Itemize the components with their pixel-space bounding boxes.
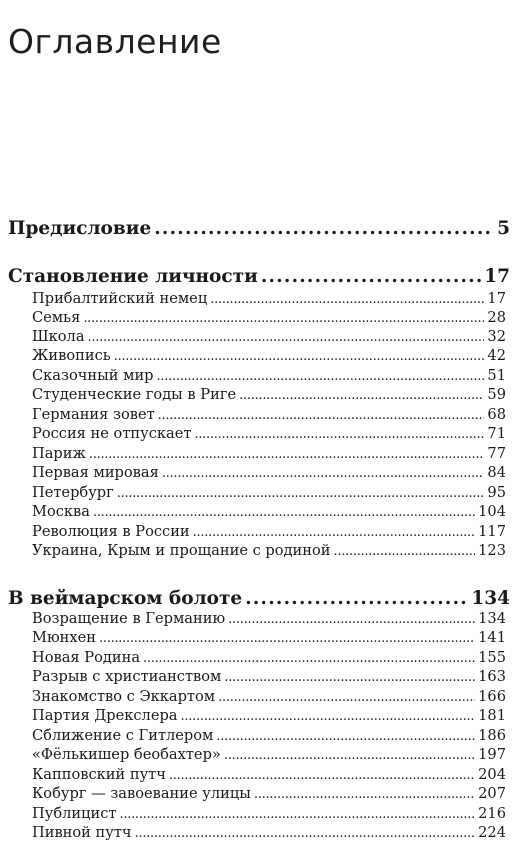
- toc-entry[interactable]: [32, 327, 506, 347]
- toc-entry[interactable]: [32, 706, 506, 726]
- toc-page-number: 204: [478, 766, 506, 783]
- toc-section-title: Становление личности: [8, 266, 258, 287]
- leader-dots: [181, 706, 476, 726]
- leader-dots: [210, 289, 484, 309]
- leader-dots: [119, 804, 475, 824]
- toc-page-number: 17: [487, 290, 506, 307]
- toc-page-number: 59: [487, 386, 506, 403]
- toc-entry-title: Прибалтийский немец: [32, 290, 208, 307]
- toc-page-number: 84: [487, 464, 506, 481]
- toc-entry-title: Знакомство с Эккартом: [32, 688, 216, 705]
- toc-entry-title: Школа: [32, 328, 85, 345]
- toc-entry-title: Революция в России: [32, 523, 190, 540]
- toc-entry-title: Партия Дрекслера: [32, 707, 178, 724]
- toc-page-number: 71: [487, 425, 506, 442]
- toc-page-number: 42: [487, 347, 506, 364]
- toc-entry[interactable]: [32, 804, 506, 824]
- toc-entry-title: Студенческие годы в Риге: [32, 386, 237, 403]
- toc-entry-title: Новая Родина: [32, 649, 141, 666]
- leader-dots: [162, 463, 485, 483]
- leader-dots: [158, 405, 485, 425]
- toc-entry-title: Москва: [32, 503, 90, 520]
- toc-entry[interactable]: [32, 405, 506, 425]
- toc-entry-title: Возращение в Германию: [32, 610, 226, 627]
- leader-dots: [334, 541, 476, 561]
- toc-entry[interactable]: [32, 483, 506, 503]
- toc-page-number: 155: [478, 649, 506, 666]
- toc-page-number: 134: [478, 610, 506, 627]
- toc-page-number: 224: [478, 824, 506, 841]
- toc-section-preface[interactable]: [8, 218, 510, 240]
- leader-dots: [99, 628, 475, 648]
- toc-entry-title: Россия не отпускает: [32, 425, 192, 442]
- toc-entry-title: Кобург — завоевание улицы: [32, 785, 251, 802]
- leader-dots: [93, 502, 475, 522]
- toc-page-number: 186: [478, 727, 506, 744]
- toc-entry-title: Семья: [32, 309, 81, 326]
- toc-entry[interactable]: [32, 726, 506, 746]
- toc-entry[interactable]: [32, 385, 506, 405]
- toc-entry[interactable]: [32, 424, 506, 444]
- toc-entry-title: Живопись: [32, 347, 111, 364]
- leader-dots: [194, 424, 484, 444]
- toc-page-number: 134: [471, 588, 510, 609]
- toc-page-number: 207: [478, 785, 506, 802]
- toc-section-title: В веймарском болоте: [8, 588, 243, 609]
- leader-dots: [239, 385, 484, 405]
- toc-section-weimar[interactable]: [8, 588, 510, 610]
- leader-dots: [254, 784, 475, 804]
- toc-entry[interactable]: [32, 687, 506, 707]
- toc-entry[interactable]: [32, 765, 506, 785]
- toc-entry[interactable]: [32, 366, 506, 386]
- toc-entry-title: Сказочный мир: [32, 367, 154, 384]
- toc-page-number: 104: [478, 503, 506, 520]
- leader-dots: [224, 667, 475, 687]
- toc-page-number: 117: [478, 523, 506, 540]
- toc-page-number: 216: [478, 805, 506, 822]
- toc-entry-title: «Фёлькишер беобахтер»: [32, 746, 221, 763]
- toc-page-number: 95: [487, 484, 506, 501]
- toc-entry-title: Разрыв с христианством: [32, 668, 222, 685]
- toc-entry-title: Париж: [32, 445, 86, 462]
- toc-entry[interactable]: [32, 648, 506, 668]
- toc-entry[interactable]: [32, 308, 506, 328]
- toc-page-number: 181: [478, 707, 506, 724]
- toc-entry-title: Украина, Крым и прощание с родиной: [32, 542, 331, 559]
- toc-page-number: 32: [487, 328, 506, 345]
- toc-entry[interactable]: [32, 628, 506, 648]
- toc-entry-title: Германия зовет: [32, 406, 155, 423]
- toc-entry-title: Пивной путч: [32, 824, 132, 841]
- toc-entry[interactable]: [32, 609, 506, 629]
- leader-dots: [216, 726, 475, 746]
- toc-entry[interactable]: [32, 667, 506, 687]
- toc-entry[interactable]: [32, 346, 506, 366]
- toc-entry[interactable]: [32, 784, 506, 804]
- toc-entry[interactable]: [32, 463, 506, 483]
- toc-page-number: 68: [487, 406, 506, 423]
- leader-dots: [89, 444, 485, 464]
- toc-entry-title: Первая мировая: [32, 464, 159, 481]
- leader-dots: [157, 366, 485, 386]
- toc-page-number: 77: [487, 445, 506, 462]
- leader-dots: [218, 687, 475, 707]
- toc-entry[interactable]: [32, 502, 506, 522]
- toc-page-number: 51: [487, 367, 506, 384]
- toc-entry-title: Публицист: [32, 805, 117, 822]
- toc-entry[interactable]: [32, 522, 506, 542]
- toc-page-number: 123: [478, 542, 506, 559]
- leader-dots: [261, 266, 481, 288]
- toc-entry[interactable]: [32, 289, 506, 309]
- toc-page-number: 141: [478, 629, 506, 646]
- leader-dots: [169, 765, 475, 785]
- toc-entry-title: Петербург: [32, 484, 114, 501]
- toc-entry-title: Капповский путч: [32, 766, 166, 783]
- leader-dots: [228, 609, 475, 629]
- toc-section-formation[interactable]: [8, 266, 510, 288]
- leader-dots: [154, 218, 494, 240]
- toc-page-number: 166: [478, 688, 506, 705]
- leader-dots: [117, 483, 485, 503]
- page-title: Оглавление: [8, 22, 222, 62]
- leader-dots: [135, 823, 476, 843]
- toc-entry-title: Мюнхен: [32, 629, 96, 646]
- toc-page-number: 163: [478, 668, 506, 685]
- leader-dots: [193, 522, 475, 542]
- toc-page-number: 28: [487, 309, 506, 326]
- toc-entry[interactable]: [32, 444, 506, 464]
- leader-dots: [245, 588, 468, 610]
- leader-dots: [224, 745, 475, 765]
- toc-entry-title: Сближение с Гитлером: [32, 727, 214, 744]
- toc-page-number: 5: [497, 218, 510, 239]
- leader-dots: [88, 327, 485, 347]
- toc-page-number: 17: [484, 266, 510, 287]
- toc-entry[interactable]: [32, 823, 506, 843]
- leader-dots: [83, 308, 484, 328]
- toc-page-number: 197: [478, 746, 506, 763]
- leader-dots: [143, 648, 475, 668]
- toc-entry[interactable]: [32, 745, 506, 765]
- leader-dots: [114, 346, 485, 366]
- toc-section-title: Предисловие: [8, 218, 152, 239]
- toc-entry[interactable]: [32, 541, 506, 561]
